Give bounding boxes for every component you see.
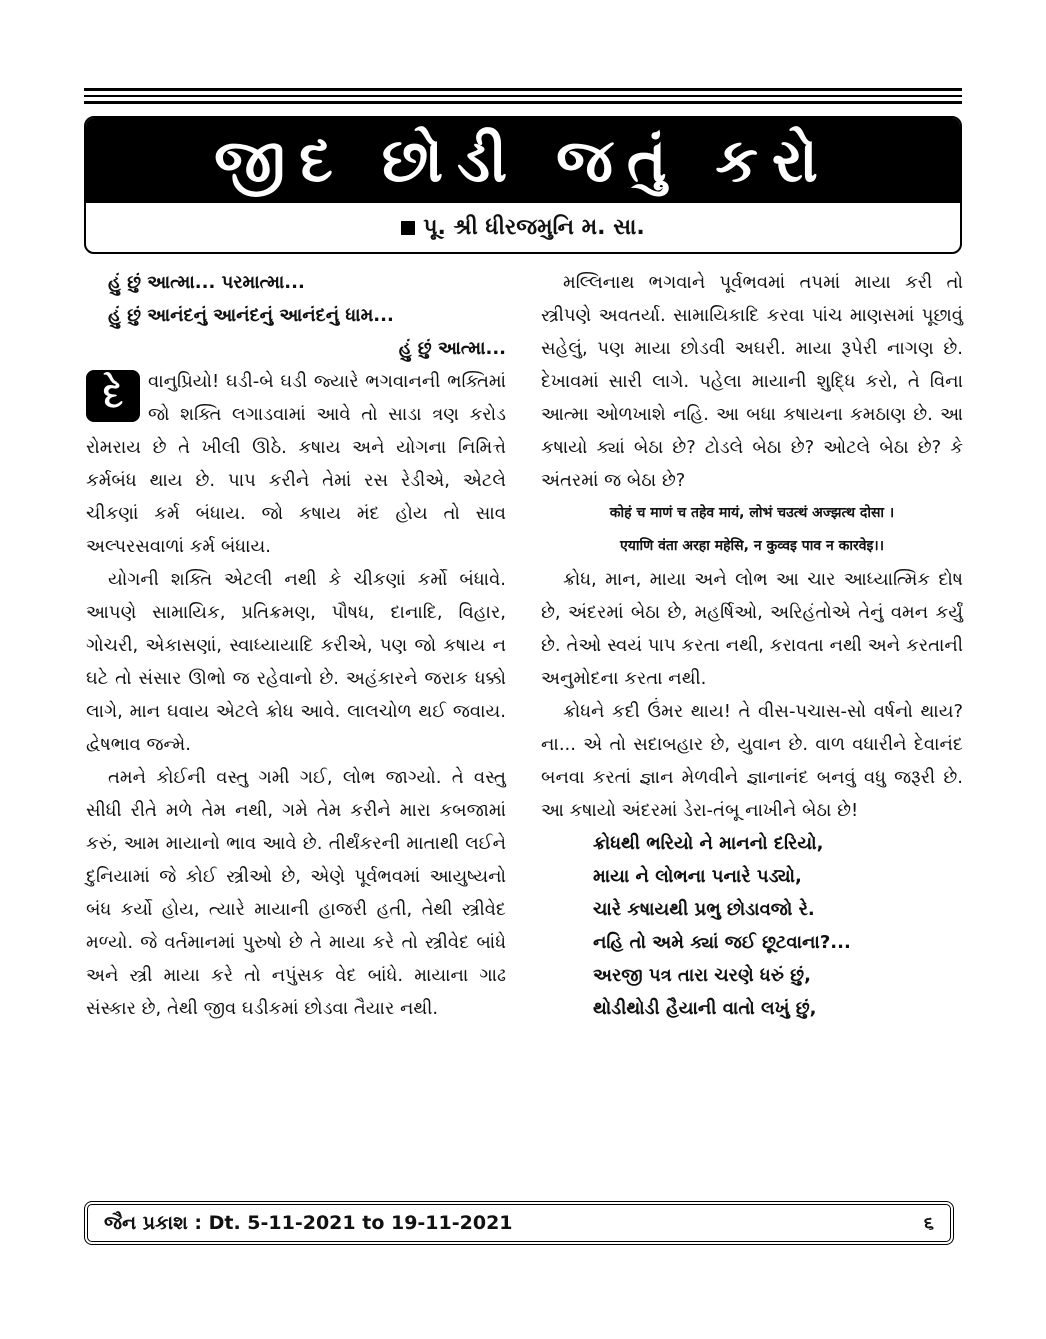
article-title: જીદ છોડી જતું કરો (214, 125, 832, 196)
paragraph-text: વાનુપ્રિયો! ઘડી-બે ઘડી જ્યારે ભગવાનની ભક્તિમાં જો શક્તિ લગાડવામાં આવે તો સાડા ત્રણ કરોડ રોમરાય છે તે ખીલી ઊઠે. કષાય અને યોગના નિમિત્તે કર્મબંધ થાય છે. પાપ કરીને તેમાં રસ રેડીએ, એટલે ચીકણાં કર્મ બંધાય. જો કષાય મંદ હોય તો સાવ અલ્પરસવાળાં કર્મ બંધાય. (86, 371, 506, 557)
poem-line: અરજી પત્ર તારા ચરણે ધરું છું, (593, 965, 811, 986)
opening-line: હું છું આત્મા... પરમાત્મા... (108, 272, 305, 293)
title-box (84, 116, 962, 254)
opening-line: હું છું આનંદનું આનંદનું આનંદનું ધામ... (108, 305, 394, 326)
poem-line: માયા ને લોભના પનારે પડ્યો, (593, 866, 802, 887)
sanskrit-verse-line: एयाणि वंता अरहा महेसि, न कुव्वइ पाव न कारवेइ।। (620, 538, 884, 554)
poem (541, 827, 963, 1025)
page-number: ૬ (923, 1212, 934, 1234)
paragraph: તમને કોઈની વસ્તુ ગમી ગઈ, લોભ જાગ્યો. તે વસ્તુ સીધી રીતે મળે તેમ નથી, ગમે તેમ કરીને મારા કબજામાં કરું, આમ માયાનો ભાવ આવે છે. તીર્થંકરની માતાથી લઈને દુનિયામાં જે કોઈ સ્ત્રીઓ છે, એણે પૂર્વભવમાં આયુષ્યનો બંધ કર્યો હોય, ત્યારે માયાની હાજરી હતી, તેથી સ્ત્રીવેદ મળ્યો. જે વર્તમાનમાં પુરુષો છે તે માયા કરે તો સ્ત્રીવેદ બાંધે અને સ્ત્રી માયા કરે તો નપુંસક વેદ બાંધે. માયાના ગાઢ સંસ્કાર છે, તેથી જીવ ઘડીકમાં છોડવા તૈયાર નથી. (86, 767, 506, 1019)
poem-line: ક્રોધથી ભરિયો ને માનનો દરિયો, (593, 833, 824, 854)
paragraph: યોગની શક્તિ એટલી નથી કે ચીકણાં કર્મો બંધાવે. આપણે સામાયિક, પ્રતિક્રમણ, પૌષધ, દાનાદિ, વિહાર, ગોચરી, એકાસણાં, સ્વાધ્યાયાદિ કરીએ, પણ જો કષાય ન ઘટે તો સંસાર ઊભો જ રહેવાનો છે. અહંકારને જરાક ધક્કો લાગે, માન ઘવાય એટલે ક્રોધ આવે. લાલચોળ થઈ જવાય. દ્વેષભાવ જન્મે. (86, 569, 506, 755)
author-name: પૂ. શ્રી ધીરજમુનિ મ. સા. (423, 215, 645, 240)
poem-line: ચારે કષાયથી પ્રભુ છોડાવજો રે. (593, 899, 815, 920)
footer (84, 1201, 954, 1245)
paragraph: ક્રોધ, માન, માયા અને લોભ આ ચાર આધ્યાત્મિક દોષ છે, અંદરમાં બેઠા છે, મહર્ષિઓ, અરિહંતોએ તેનું વમન કર્યું છે. તેઓ સ્વયં પાપ કરતા નથી, કરાવતા નથી અને કરતાની અનુમોદના કરતા નથી. (541, 569, 963, 689)
square-bullet-icon (401, 221, 415, 235)
right-column (541, 266, 963, 1025)
poem-line: નહિ તો અમે ક્યાં જઈ છૂટવાના?... (593, 932, 851, 953)
author-row (86, 203, 960, 252)
dropcap: દે (86, 370, 140, 422)
poem-line: થોડીથોડી હૈયાની વાતો લખું છું, (593, 998, 817, 1019)
left-column (86, 266, 506, 1025)
paragraph: મલ્લિનાથ ભગવાને પૂર્વભવમાં તપમાં માયા કરી તો સ્ત્રીપણે અવતર્યા. સામાયિકાદિ કરવા પાંચ માણસમાં પૂછાવું સહેલું, પણ માયા છોડવી અઘરી. માયા રૂપેરી નાગણ છે. દેખાવમાં સારી લાગે. પહેલા માયાની શુદ્ધિ કરો, તે વિના આત્મા ઓળખાશે નહિ. આ બધા કષાયના કમઠાણ છે. આ કષાયો ક્યાં બેઠા છે? ટોડલે બેઠા છે? ઓટલે બેઠા છે? કે અંતરમાં જ બેઠા છે? (541, 272, 963, 491)
paragraph (86, 365, 506, 563)
sanskrit-verse-line: कोहं च माणं च तहेव मायं, लोभं चउत्थं अज्झत्थ दोसा । (609, 505, 895, 521)
title-band (86, 118, 960, 203)
top-rule (84, 88, 962, 91)
top-rule (84, 95, 962, 97)
opening-line: હું છું આત્મા... (398, 338, 506, 359)
top-rule (84, 101, 962, 104)
paragraph: ક્રોધને કદી ઉંમર થાય! તે વીસ-પચાસ-સો વર્ષનો થાય? ના... એ તો સદાબહાર છે, યુવાન છે. વાળ વધારીને દેવાનંદ બનવા કરતાં જ્ઞાન મેળવીને જ્ઞાનાનંદ બનવું વધુ જરૂરી છે. આ કષાયો અંદરમાં ડેરા-તંબૂ નાખીને બેઠા છે! (541, 701, 963, 821)
publication-info: જૈન પ્રકાશ : Dt. 5-11-2021 to 19-11-2021 (104, 1212, 513, 1234)
